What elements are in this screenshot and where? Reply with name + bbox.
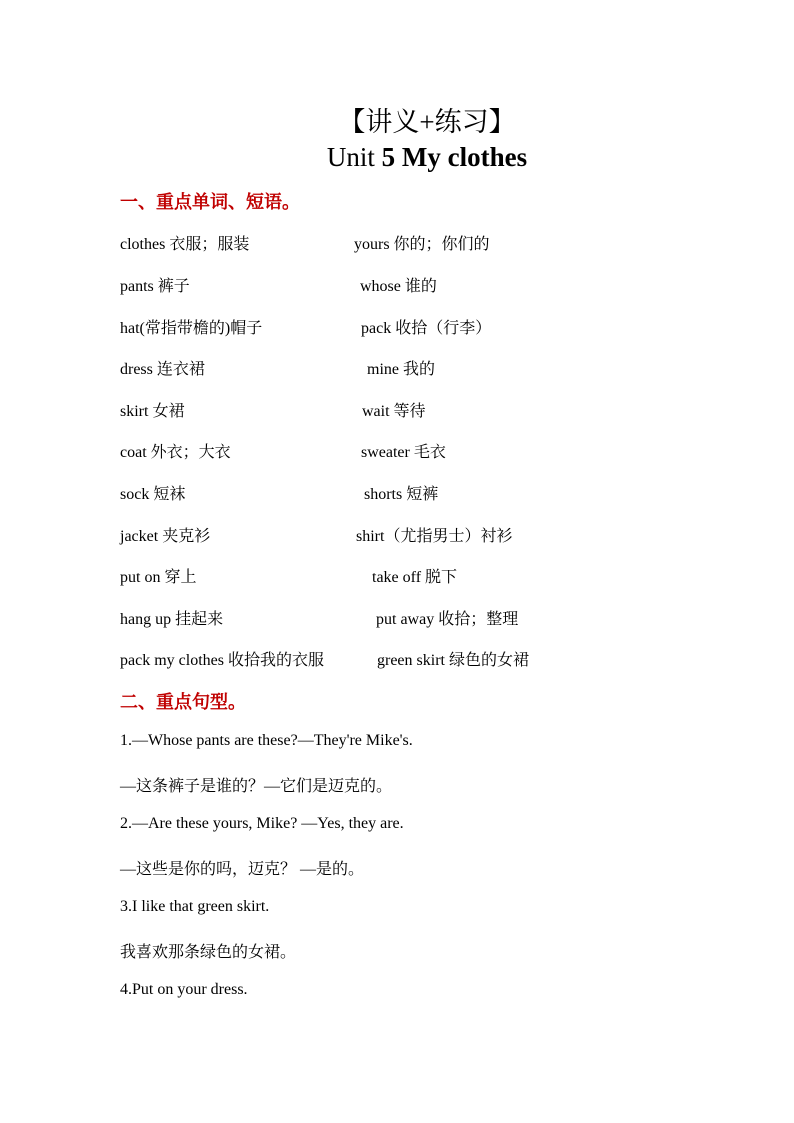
vocab-row — [0, 606, 794, 630]
sentence-line: 2.—Are these yours, Mike? —Yes, they are. — [120, 815, 404, 832]
unit-title — [30, 142, 794, 173]
sentence-line: 4.Put on your dress. — [120, 981, 248, 998]
unit-title-prefix: Unit — [326, 142, 382, 172]
vocab-row — [0, 439, 794, 463]
vocab-right: pack 收拾（行李） — [361, 320, 492, 337]
vocab-row — [0, 647, 794, 671]
section-heading-vocab: 一、重点单词、短语。 — [120, 192, 300, 213]
vocab-row — [0, 231, 794, 255]
vocab-row — [0, 481, 794, 505]
vocab-row — [0, 564, 794, 588]
vocab-right: shorts 短裤 — [364, 486, 439, 503]
vocab-left: pants 裤子 — [120, 278, 190, 295]
section-heading-sentences: 二、重点句型。 — [120, 692, 246, 713]
vocab-right: take off 脱下 — [372, 569, 458, 586]
sentence-line: 1.—Whose pants are these?—They're Mike's. — [120, 732, 413, 749]
vocab-right: wait 等待 — [362, 403, 426, 420]
vocab-row — [0, 315, 794, 339]
sentence-line: 3.I like that green skirt. — [120, 898, 270, 915]
handout-title — [30, 100, 794, 139]
vocab-right: yours 你的；你们的 — [354, 236, 490, 253]
vocab-right: put away 收拾；整理 — [376, 611, 519, 628]
vocab-right: mine 我的 — [367, 361, 435, 378]
sentence-translation: —这些是你的吗，迈克？ —是的。 — [120, 861, 365, 878]
vocab-row — [0, 398, 794, 422]
vocab-left: jacket 夹克衫 — [120, 528, 211, 545]
vocab-right: whose 谁的 — [360, 278, 437, 295]
vocab-row — [0, 356, 794, 380]
vocab-row — [0, 273, 794, 297]
vocab-left: put on 穿上 — [120, 569, 197, 586]
vocab-right: green skirt 绿色的女裙 — [377, 652, 529, 669]
handout-title-text: 【讲义+练习】 — [338, 107, 516, 137]
vocab-left: clothes 衣服；服装 — [120, 236, 250, 253]
sentence-translation: 我喜欢那条绿色的女裙。 — [120, 944, 297, 961]
vocab-left: hang up 挂起来 — [120, 611, 224, 628]
vocab-left: dress 连衣裙 — [120, 361, 205, 378]
vocab-left: skirt 女裙 — [120, 403, 185, 420]
vocab-left: hat(常指带檐的)帽子 — [120, 320, 263, 337]
vocab-left: sock 短袜 — [120, 486, 186, 503]
vocab-left: coat 外衣；大衣 — [120, 444, 231, 461]
vocab-right: sweater 毛衣 — [361, 444, 446, 461]
vocab-right: shirt（尤指男士）衬衫 — [356, 528, 513, 545]
sentence-translation: —这条裤子是谁的？—它们是迈克的。 — [120, 778, 393, 795]
vocab-left: pack my clothes 收拾我的衣服 — [120, 652, 324, 669]
unit-title-name: 5 My clothes — [381, 142, 528, 172]
vocab-row — [0, 523, 794, 547]
